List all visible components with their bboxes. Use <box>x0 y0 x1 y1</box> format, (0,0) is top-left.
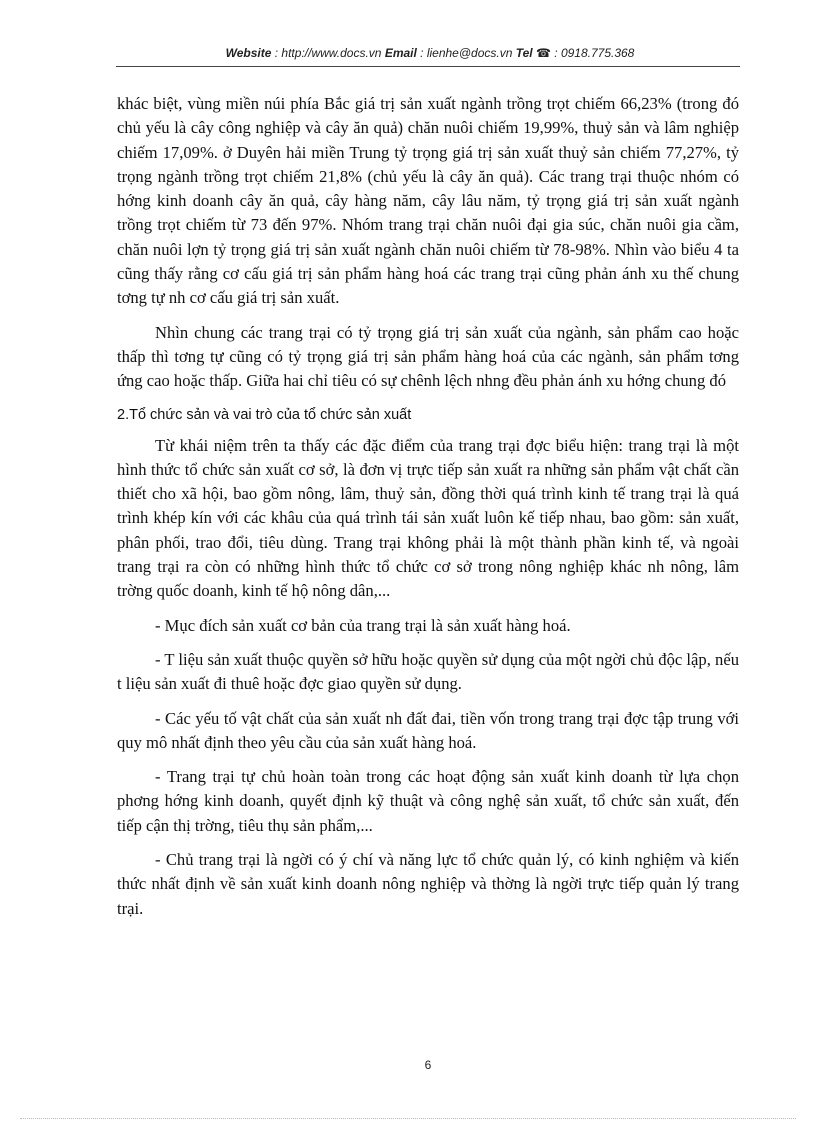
bullet-item-1: - Mục đích sản xuất cơ bản của trang trại là sản xuất hàng hoá. <box>155 615 571 635</box>
bullet-item-3: - Các yếu tố vật chất của sản xuất nh đất đai, tiền vốn trong trang trại đợc tập trung với quy mô nhất định theo yêu cầu của sản xuất hàng hoá. <box>117 708 739 752</box>
tel-label: Tel <box>515 46 533 60</box>
tel-value: : 0918.775.368 <box>550 46 635 60</box>
bottom-divider <box>20 1118 796 1119</box>
bullet-item-5: - Chủ trang trại là ngời có ý chí và năng lực tổ chức quản lý, có kinh nghiệm và kiến thức nhất định về sản xuất kinh doanh nông nghiệp và thờng là ngời trực tiếp quản lý trang trại. <box>117 850 739 918</box>
email-value: : lienhe@docs.vn <box>416 46 516 60</box>
section-heading: 2.Tổ chức sản và vai trò của tổ chức sản xuất <box>117 406 412 423</box>
bullet-item-4: - Trang trại tự chủ hoàn toàn trong các hoạt động sản xuất kinh doanh từ lựa chọn phơng hớng kinh doanh, quyết định kỹ thuật và công nghệ sản xuất, tổ chức sản xuất, đến tiếp cận thị trờng, tiêu thụ sản phẩm,... <box>117 767 739 835</box>
section-paragraph-1: Từ khái niệm trên ta thấy các đặc điểm của trang trại đợc biểu hiện: trang trại là một hình thức tổ chức sản xuất cơ sở, là đơn vị trực tiếp sản xuất ra những sản phẩm vật chất cần thiết cho xã hội, bao gồm nông, lâm, thuỷ sản, đồng thời quá trình kinh tế trang trại là quá trình khép kín với các khâu của quá trình tái sản xuất luôn kế tiếp nhau, bao gồm: sản xuất, phân phối, trao đổi, tiêu dùng. Trang trại không phải là một thành phần kinh tế, và ngoài trang trại ra còn có những hình thức tổ chức cơ sở trong nông nghiệp khác nh nông, lâm trờng quốc doanh, kinh tế hộ nông dân,... <box>117 435 739 601</box>
paragraph-1: khác biệt, vùng miền núi phía Bắc giá trị sản xuất ngành trồng trọt chiếm 66,23% (trong đó chủ yếu là cây công nghiệp và cây ăn quả) chăn nuôi chiếm 19,99%, thuỷ sản và lâm nghiệp chiếm 17,09%. ở Duyên hải miền Trung tỷ trọng giá trị sản xuất thuỷ sản chiếm 77,27%, tỷ trọng ngành trồng trọt chiếm 21,8% (chủ yếu là cây ăn quả). Các trang trại thuộc nhóm có hớng kinh doanh cây ăn quả, cây hàng năm, cây lâu năm, tỷ trọng giá trị sản xuất ngành trồng trọt chiếm từ 73 đến 97%. Nhóm trang trại chăn nuôi đại gia súc, chăn nuôi gia cầm, chăn nuôi lợn tỷ trọng giá trị sản xuất ngành chăn nuôi chiếm từ 78-98%. Nhìn vào biểu 4 ta cũng thấy rằng cơ cấu giá trị sản phẩm hàng hoá các trang trại cũng phản ánh xu thế chung tơng tự nh cơ cấu giá trị sản xuất. <box>117 94 739 308</box>
page-header <box>120 46 740 60</box>
paragraph-2: Nhìn chung các trang trại có tỷ trọng giá trị sản xuất của ngành, sản phẩm cao hoặc thấp thì tơng tự cũng có tỷ trọng giá trị sản phẩm hàng hoá của các ngành, sản phẩm tơng ứng cao hoặc thấp. Giữa hai chỉ tiêu có sự chênh lệch nhng đều phản ánh xu hớng chung đó <box>117 322 739 391</box>
email-label: Email <box>384 46 417 60</box>
header-rule <box>116 66 740 67</box>
bullet-item-2: - T liệu sản xuất thuộc quyền sở hữu hoặc quyền sử dụng của một ngời chủ độc lập, nếu t liệu sản xuất đi thuê hoặc đợc giao quyền sử dụng. <box>117 649 739 694</box>
website-label: Website <box>225 46 272 60</box>
website-value: : http://www.docs.vn <box>271 46 385 60</box>
phone-icon: ☎ <box>535 46 551 60</box>
page-number: 6 <box>424 1058 432 1072</box>
page-body <box>117 92 739 931</box>
